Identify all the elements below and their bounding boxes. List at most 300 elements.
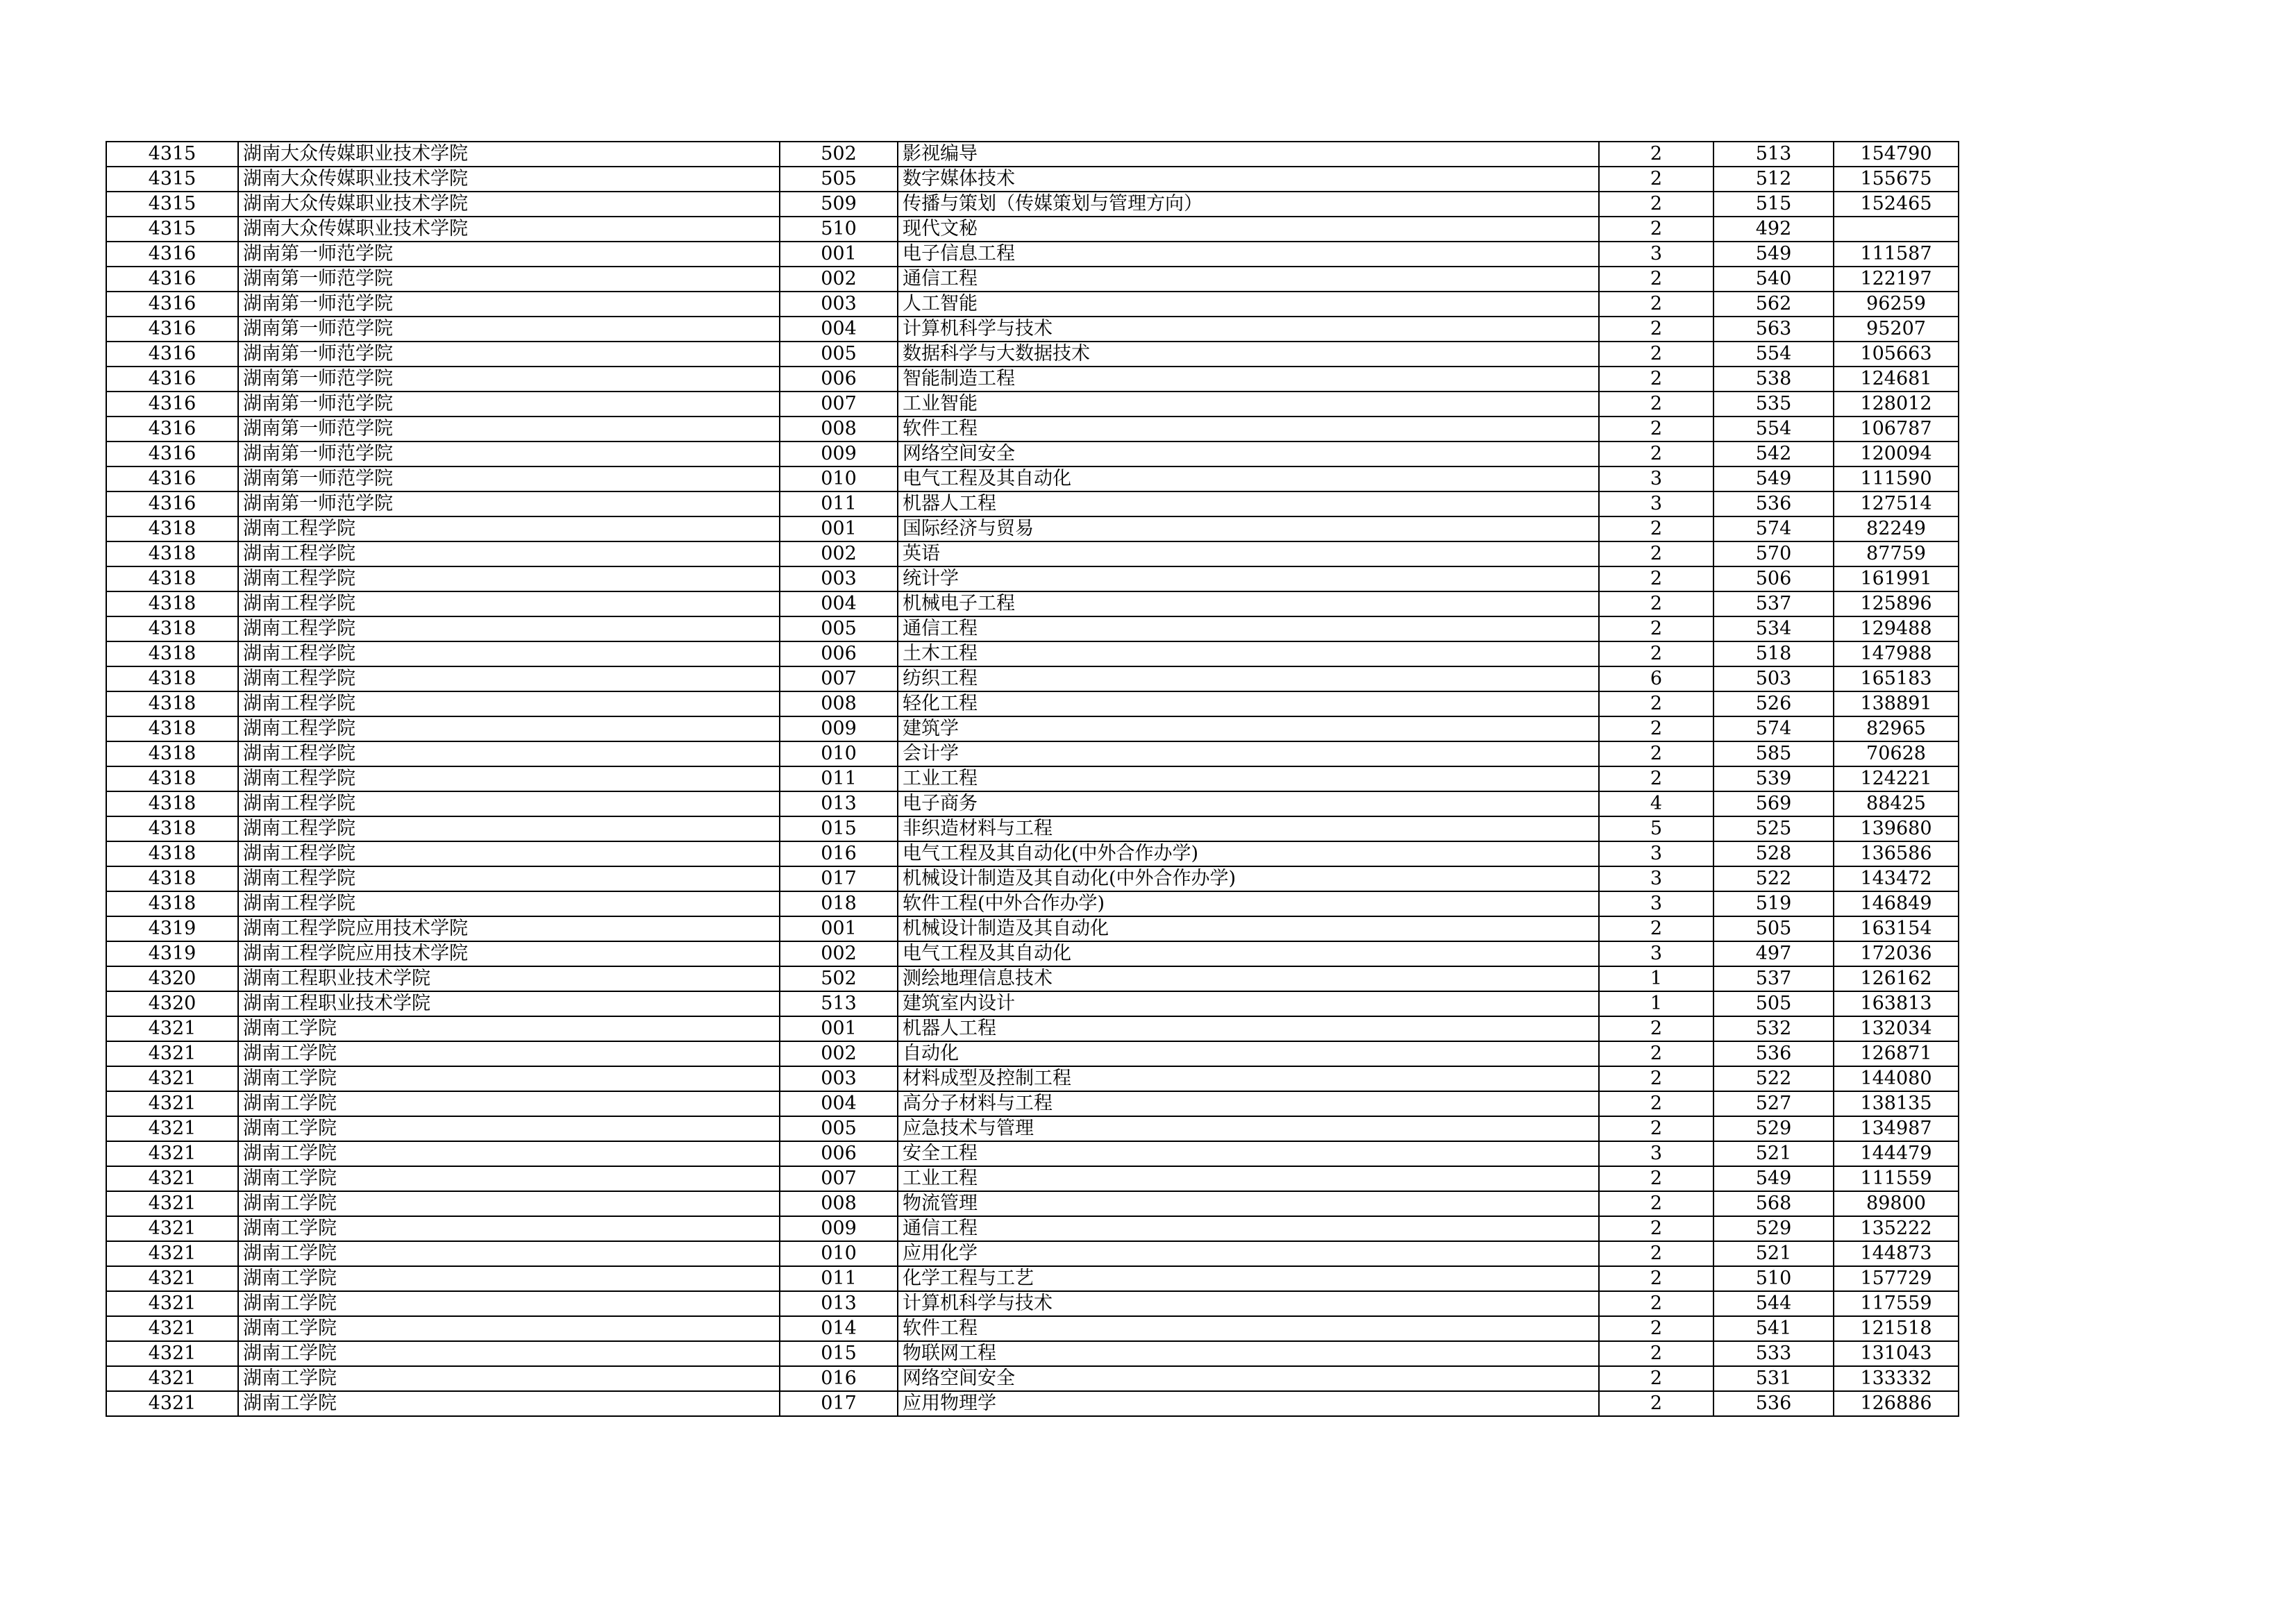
major-name-cell: 现代文秘 (898, 217, 1599, 242)
major-name-cell: 计算机科学与技术 (898, 317, 1599, 342)
min-rank-cell: 136586 (1834, 841, 1959, 866)
school-name-cell: 湖南工程学院 (238, 866, 780, 891)
table-row (106, 1316, 1959, 1341)
major-name-cell: 工业工程 (898, 766, 1599, 791)
major-name-cell: 测绘地理信息技术 (898, 966, 1599, 991)
table-row (106, 167, 1959, 192)
school-name-cell: 湖南工学院 (238, 1391, 780, 1416)
major-name-cell: 机器人工程 (898, 491, 1599, 516)
major-name-cell: 传播与策划（传媒策划与管理方向） (898, 192, 1599, 217)
table-row (106, 1266, 1959, 1291)
min-rank-cell: 163154 (1834, 916, 1959, 941)
major-name-cell: 轻化工程 (898, 691, 1599, 716)
plan-count-cell: 2 (1599, 1116, 1713, 1141)
major-code-cell: 008 (780, 417, 898, 442)
major-code-cell: 003 (780, 566, 898, 591)
plan-count-cell: 1 (1599, 966, 1713, 991)
table-row (106, 966, 1959, 991)
min-score-cell: 526 (1713, 691, 1834, 716)
table-row (106, 1141, 1959, 1166)
major-name-cell: 电气工程及其自动化 (898, 941, 1599, 966)
plan-count-cell: 3 (1599, 841, 1713, 866)
min-rank-cell: 139680 (1834, 816, 1959, 841)
major-code-cell: 004 (780, 1091, 898, 1116)
table-row (106, 417, 1959, 442)
major-code-cell: 016 (780, 841, 898, 866)
min-score-cell: 549 (1713, 466, 1834, 491)
min-rank-cell: 163813 (1834, 991, 1959, 1016)
table-row (106, 342, 1959, 367)
school-name-cell: 湖南工学院 (238, 1041, 780, 1066)
plan-count-cell: 2 (1599, 292, 1713, 317)
major-name-cell: 工业智能 (898, 392, 1599, 417)
min-score-cell: 522 (1713, 866, 1834, 891)
plan-count-cell: 2 (1599, 1191, 1713, 1216)
min-score-cell: 562 (1713, 292, 1834, 317)
school-name-cell: 湖南工程学院 (238, 691, 780, 716)
table-row (106, 1391, 1959, 1416)
school-code-cell: 4318 (106, 666, 238, 691)
table-row (106, 766, 1959, 791)
major-name-cell: 计算机科学与技术 (898, 1291, 1599, 1316)
plan-count-cell: 3 (1599, 1141, 1713, 1166)
min-rank-cell: 82965 (1834, 716, 1959, 741)
min-rank-cell: 82249 (1834, 516, 1959, 541)
school-name-cell: 湖南工程学院 (238, 716, 780, 741)
school-name-cell: 湖南第一师范学院 (238, 292, 780, 317)
school-name-cell: 湖南大众传媒职业技术学院 (238, 167, 780, 192)
plan-count-cell: 2 (1599, 691, 1713, 716)
min-rank-cell: 146849 (1834, 891, 1959, 916)
major-name-cell: 数据科学与大数据技术 (898, 342, 1599, 367)
major-code-cell: 505 (780, 167, 898, 192)
school-name-cell: 湖南工学院 (238, 1066, 780, 1091)
major-name-cell: 人工智能 (898, 292, 1599, 317)
major-name-cell: 会计学 (898, 741, 1599, 766)
school-name-cell: 湖南大众传媒职业技术学院 (238, 192, 780, 217)
major-code-cell: 011 (780, 491, 898, 516)
table-row (106, 941, 1959, 966)
min-rank-cell: 129488 (1834, 616, 1959, 641)
major-code-cell: 007 (780, 392, 898, 417)
school-name-cell: 湖南大众传媒职业技术学院 (238, 217, 780, 242)
plan-count-cell: 2 (1599, 1066, 1713, 1091)
min-rank-cell: 120094 (1834, 442, 1959, 466)
min-rank-cell: 96259 (1834, 292, 1959, 317)
plan-count-cell: 2 (1599, 616, 1713, 641)
school-code-cell: 4318 (106, 691, 238, 716)
min-score-cell: 554 (1713, 342, 1834, 367)
min-rank-cell: 122197 (1834, 267, 1959, 292)
min-score-cell: 574 (1713, 516, 1834, 541)
table-row (106, 591, 1959, 616)
school-code-cell: 4315 (106, 192, 238, 217)
table-row (106, 1291, 1959, 1316)
min-rank-cell: 134987 (1834, 1116, 1959, 1141)
min-score-cell: 549 (1713, 1166, 1834, 1191)
school-name-cell: 湖南工程学院 (238, 666, 780, 691)
school-name-cell: 湖南第一师范学院 (238, 491, 780, 516)
school-code-cell: 4321 (106, 1366, 238, 1391)
major-name-cell: 网络空间安全 (898, 1366, 1599, 1391)
min-score-cell: 544 (1713, 1291, 1834, 1316)
school-code-cell: 4316 (106, 491, 238, 516)
min-score-cell: 533 (1713, 1341, 1834, 1366)
school-code-cell: 4318 (106, 841, 238, 866)
school-code-cell: 4316 (106, 417, 238, 442)
major-code-cell: 017 (780, 1391, 898, 1416)
table-row (106, 217, 1959, 242)
table-row (106, 516, 1959, 541)
plan-count-cell: 2 (1599, 1291, 1713, 1316)
school-name-cell: 湖南工程学院应用技术学院 (238, 916, 780, 941)
school-name-cell: 湖南第一师范学院 (238, 442, 780, 466)
major-name-cell: 安全工程 (898, 1141, 1599, 1166)
school-name-cell: 湖南工学院 (238, 1216, 780, 1241)
major-code-cell: 011 (780, 766, 898, 791)
major-code-cell: 010 (780, 741, 898, 766)
major-name-cell: 化学工程与工艺 (898, 1266, 1599, 1291)
min-rank-cell: 126886 (1834, 1391, 1959, 1416)
major-code-cell: 007 (780, 1166, 898, 1191)
major-code-cell: 006 (780, 367, 898, 392)
min-rank-cell: 89800 (1834, 1191, 1959, 1216)
school-code-cell: 4318 (106, 791, 238, 816)
major-name-cell: 国际经济与贸易 (898, 516, 1599, 541)
table-row (106, 1191, 1959, 1216)
plan-count-cell: 2 (1599, 1316, 1713, 1341)
plan-count-cell: 2 (1599, 1091, 1713, 1116)
plan-count-cell: 2 (1599, 367, 1713, 392)
school-name-cell: 湖南第一师范学院 (238, 317, 780, 342)
min-rank-cell: 144479 (1834, 1141, 1959, 1166)
min-rank-cell: 70628 (1834, 741, 1959, 766)
min-rank-cell: 125896 (1834, 591, 1959, 616)
plan-count-cell: 2 (1599, 217, 1713, 242)
major-name-cell: 机械设计制造及其自动化(中外合作办学) (898, 866, 1599, 891)
major-code-cell: 007 (780, 666, 898, 691)
min-score-cell: 549 (1713, 242, 1834, 267)
min-score-cell: 522 (1713, 1066, 1834, 1091)
school-code-cell: 4316 (106, 317, 238, 342)
min-rank-cell: 128012 (1834, 392, 1959, 417)
school-name-cell: 湖南工程职业技术学院 (238, 966, 780, 991)
school-name-cell: 湖南工学院 (238, 1266, 780, 1291)
major-code-cell: 015 (780, 816, 898, 841)
school-code-cell: 4318 (106, 591, 238, 616)
plan-count-cell: 2 (1599, 1016, 1713, 1041)
min-rank-cell: 135222 (1834, 1216, 1959, 1241)
min-rank-cell: 138891 (1834, 691, 1959, 716)
min-rank-cell: 131043 (1834, 1341, 1959, 1366)
school-code-cell: 4318 (106, 516, 238, 541)
table-row (106, 367, 1959, 392)
school-name-cell: 湖南第一师范学院 (238, 267, 780, 292)
major-name-cell: 统计学 (898, 566, 1599, 591)
plan-count-cell: 2 (1599, 417, 1713, 442)
plan-count-cell: 5 (1599, 816, 1713, 841)
school-code-cell: 4320 (106, 966, 238, 991)
table-row (106, 541, 1959, 566)
school-code-cell: 4316 (106, 342, 238, 367)
table-row (106, 1366, 1959, 1391)
major-name-cell: 电气工程及其自动化(中外合作办学) (898, 841, 1599, 866)
school-code-cell: 4319 (106, 916, 238, 941)
table-row (106, 641, 1959, 666)
school-code-cell: 4321 (106, 1241, 238, 1266)
major-name-cell: 自动化 (898, 1041, 1599, 1066)
min-score-cell: 506 (1713, 566, 1834, 591)
school-name-cell: 湖南工程学院 (238, 641, 780, 666)
min-rank-cell: 165183 (1834, 666, 1959, 691)
major-code-cell: 002 (780, 541, 898, 566)
table-row (106, 267, 1959, 292)
table-row (106, 991, 1959, 1016)
min-rank-cell: 138135 (1834, 1091, 1959, 1116)
school-name-cell: 湖南工程学院 (238, 816, 780, 841)
school-name-cell: 湖南工程学院 (238, 516, 780, 541)
school-name-cell: 湖南第一师范学院 (238, 392, 780, 417)
school-code-cell: 4318 (106, 541, 238, 566)
major-code-cell: 009 (780, 716, 898, 741)
table-row (106, 566, 1959, 591)
school-code-cell: 4321 (106, 1291, 238, 1316)
min-score-cell: 539 (1713, 766, 1834, 791)
major-name-cell: 数字媒体技术 (898, 167, 1599, 192)
major-code-cell: 001 (780, 242, 898, 267)
min-rank-cell: 132034 (1834, 1016, 1959, 1041)
school-code-cell: 4315 (106, 217, 238, 242)
min-score-cell: 497 (1713, 941, 1834, 966)
school-code-cell: 4318 (106, 766, 238, 791)
school-name-cell: 湖南工程学院 (238, 616, 780, 641)
school-code-cell: 4318 (106, 641, 238, 666)
table-row (106, 916, 1959, 941)
school-code-cell: 4321 (106, 1041, 238, 1066)
major-code-cell: 513 (780, 991, 898, 1016)
score-table (106, 141, 1959, 1417)
major-name-cell: 英语 (898, 541, 1599, 566)
min-score-cell: 541 (1713, 1316, 1834, 1341)
school-name-cell: 湖南工学院 (238, 1116, 780, 1141)
major-name-cell: 通信工程 (898, 616, 1599, 641)
plan-count-cell: 2 (1599, 516, 1713, 541)
min-score-cell: 503 (1713, 666, 1834, 691)
school-code-cell: 4318 (106, 616, 238, 641)
plan-count-cell: 2 (1599, 1216, 1713, 1241)
school-code-cell: 4320 (106, 991, 238, 1016)
min-score-cell: 569 (1713, 791, 1834, 816)
plan-count-cell: 3 (1599, 941, 1713, 966)
school-code-cell: 4321 (106, 1191, 238, 1216)
major-code-cell: 001 (780, 1016, 898, 1041)
min-score-cell: 528 (1713, 841, 1834, 866)
major-name-cell: 建筑学 (898, 716, 1599, 741)
min-rank-cell: 88425 (1834, 791, 1959, 816)
major-name-cell: 物联网工程 (898, 1341, 1599, 1366)
plan-count-cell: 2 (1599, 442, 1713, 466)
table-row (106, 1166, 1959, 1191)
school-name-cell: 湖南第一师范学院 (238, 367, 780, 392)
school-code-cell: 4318 (106, 891, 238, 916)
school-name-cell: 湖南工学院 (238, 1141, 780, 1166)
school-code-cell: 4315 (106, 142, 238, 167)
school-name-cell: 湖南工学院 (238, 1191, 780, 1216)
major-name-cell: 电子信息工程 (898, 242, 1599, 267)
min-score-cell: 538 (1713, 367, 1834, 392)
school-code-cell: 4321 (106, 1391, 238, 1416)
major-code-cell: 008 (780, 691, 898, 716)
school-code-cell: 4318 (106, 866, 238, 891)
plan-count-cell: 2 (1599, 167, 1713, 192)
major-code-cell: 011 (780, 1266, 898, 1291)
min-rank-cell: 111559 (1834, 1166, 1959, 1191)
table-row (106, 1216, 1959, 1241)
school-name-cell: 湖南工学院 (238, 1091, 780, 1116)
min-score-cell: 563 (1713, 317, 1834, 342)
major-code-cell: 002 (780, 1041, 898, 1066)
major-code-cell: 502 (780, 142, 898, 167)
major-name-cell: 高分子材料与工程 (898, 1091, 1599, 1116)
major-code-cell: 006 (780, 1141, 898, 1166)
major-code-cell: 017 (780, 866, 898, 891)
min-score-cell: 515 (1713, 192, 1834, 217)
major-code-cell: 003 (780, 1066, 898, 1091)
plan-count-cell: 2 (1599, 1391, 1713, 1416)
major-name-cell: 机械设计制造及其自动化 (898, 916, 1599, 941)
min-rank-cell: 147988 (1834, 641, 1959, 666)
major-name-cell: 通信工程 (898, 267, 1599, 292)
school-name-cell: 湖南工程学院 (238, 766, 780, 791)
plan-count-cell: 2 (1599, 1166, 1713, 1191)
school-code-cell: 4321 (106, 1091, 238, 1116)
min-rank-cell: 144080 (1834, 1066, 1959, 1091)
school-code-cell: 4318 (106, 741, 238, 766)
table-row (106, 1341, 1959, 1366)
min-score-cell: 574 (1713, 716, 1834, 741)
major-code-cell: 502 (780, 966, 898, 991)
major-code-cell: 015 (780, 1341, 898, 1366)
min-score-cell: 536 (1713, 1391, 1834, 1416)
plan-count-cell: 2 (1599, 1266, 1713, 1291)
school-code-cell: 4318 (106, 566, 238, 591)
min-score-cell: 534 (1713, 616, 1834, 641)
plan-count-cell: 2 (1599, 1041, 1713, 1066)
major-name-cell: 机器人工程 (898, 1016, 1599, 1041)
table-row (106, 1091, 1959, 1116)
table-row (106, 142, 1959, 167)
school-name-cell: 湖南第一师范学院 (238, 342, 780, 367)
min-score-cell: 570 (1713, 541, 1834, 566)
plan-count-cell: 2 (1599, 342, 1713, 367)
school-code-cell: 4316 (106, 267, 238, 292)
major-code-cell: 005 (780, 616, 898, 641)
plan-count-cell: 2 (1599, 392, 1713, 417)
major-name-cell: 智能制造工程 (898, 367, 1599, 392)
school-code-cell: 4316 (106, 292, 238, 317)
min-rank-cell: 172036 (1834, 941, 1959, 966)
school-name-cell: 湖南工学院 (238, 1016, 780, 1041)
min-rank-cell: 154790 (1834, 142, 1959, 167)
table-row (106, 242, 1959, 267)
school-code-cell: 4316 (106, 392, 238, 417)
school-name-cell: 湖南工程学院 (238, 741, 780, 766)
school-name-cell: 湖南工程学院 (238, 891, 780, 916)
plan-count-cell: 4 (1599, 791, 1713, 816)
major-code-cell: 013 (780, 791, 898, 816)
major-code-cell: 016 (780, 1366, 898, 1391)
school-code-cell: 4321 (106, 1341, 238, 1366)
major-code-cell: 004 (780, 591, 898, 616)
plan-count-cell: 2 (1599, 716, 1713, 741)
school-name-cell: 湖南工学院 (238, 1366, 780, 1391)
min-rank-cell: 143472 (1834, 866, 1959, 891)
major-name-cell: 土木工程 (898, 641, 1599, 666)
school-code-cell: 4319 (106, 941, 238, 966)
major-code-cell: 009 (780, 442, 898, 466)
school-code-cell: 4316 (106, 367, 238, 392)
table-row (106, 866, 1959, 891)
school-name-cell: 湖南工学院 (238, 1341, 780, 1366)
min-rank-cell: 157729 (1834, 1266, 1959, 1291)
school-code-cell: 4321 (106, 1066, 238, 1091)
plan-count-cell: 6 (1599, 666, 1713, 691)
min-score-cell: 521 (1713, 1241, 1834, 1266)
plan-count-cell: 2 (1599, 192, 1713, 217)
school-code-cell: 4316 (106, 466, 238, 491)
plan-count-cell: 2 (1599, 267, 1713, 292)
min-rank-cell: 124221 (1834, 766, 1959, 791)
plan-count-cell: 2 (1599, 1341, 1713, 1366)
min-score-cell: 540 (1713, 267, 1834, 292)
major-code-cell: 005 (780, 1116, 898, 1141)
min-rank-cell (1834, 217, 1959, 242)
min-score-cell: 536 (1713, 1041, 1834, 1066)
min-score-cell: 532 (1713, 1016, 1834, 1041)
table-row (106, 1041, 1959, 1066)
major-code-cell: 001 (780, 916, 898, 941)
school-name-cell: 湖南工程学院应用技术学院 (238, 941, 780, 966)
min-rank-cell: 144873 (1834, 1241, 1959, 1266)
table-row (106, 741, 1959, 766)
min-score-cell: 529 (1713, 1216, 1834, 1241)
school-name-cell: 湖南第一师范学院 (238, 466, 780, 491)
major-name-cell: 应用化学 (898, 1241, 1599, 1266)
table-row (106, 716, 1959, 741)
min-score-cell: 512 (1713, 167, 1834, 192)
major-code-cell: 005 (780, 342, 898, 367)
major-code-cell: 010 (780, 466, 898, 491)
major-name-cell: 纺织工程 (898, 666, 1599, 691)
table-row (106, 392, 1959, 417)
min-score-cell: 535 (1713, 392, 1834, 417)
table-row (106, 1066, 1959, 1091)
plan-count-cell: 2 (1599, 566, 1713, 591)
major-code-cell: 002 (780, 267, 898, 292)
min-score-cell: 542 (1713, 442, 1834, 466)
school-code-cell: 4321 (106, 1216, 238, 1241)
major-name-cell: 机械电子工程 (898, 591, 1599, 616)
school-code-cell: 4318 (106, 716, 238, 741)
school-code-cell: 4316 (106, 442, 238, 466)
school-code-cell: 4316 (106, 242, 238, 267)
table-row (106, 691, 1959, 716)
plan-count-cell: 3 (1599, 466, 1713, 491)
major-code-cell: 004 (780, 317, 898, 342)
plan-count-cell: 3 (1599, 891, 1713, 916)
table-row (106, 666, 1959, 691)
table-row (106, 1241, 1959, 1266)
